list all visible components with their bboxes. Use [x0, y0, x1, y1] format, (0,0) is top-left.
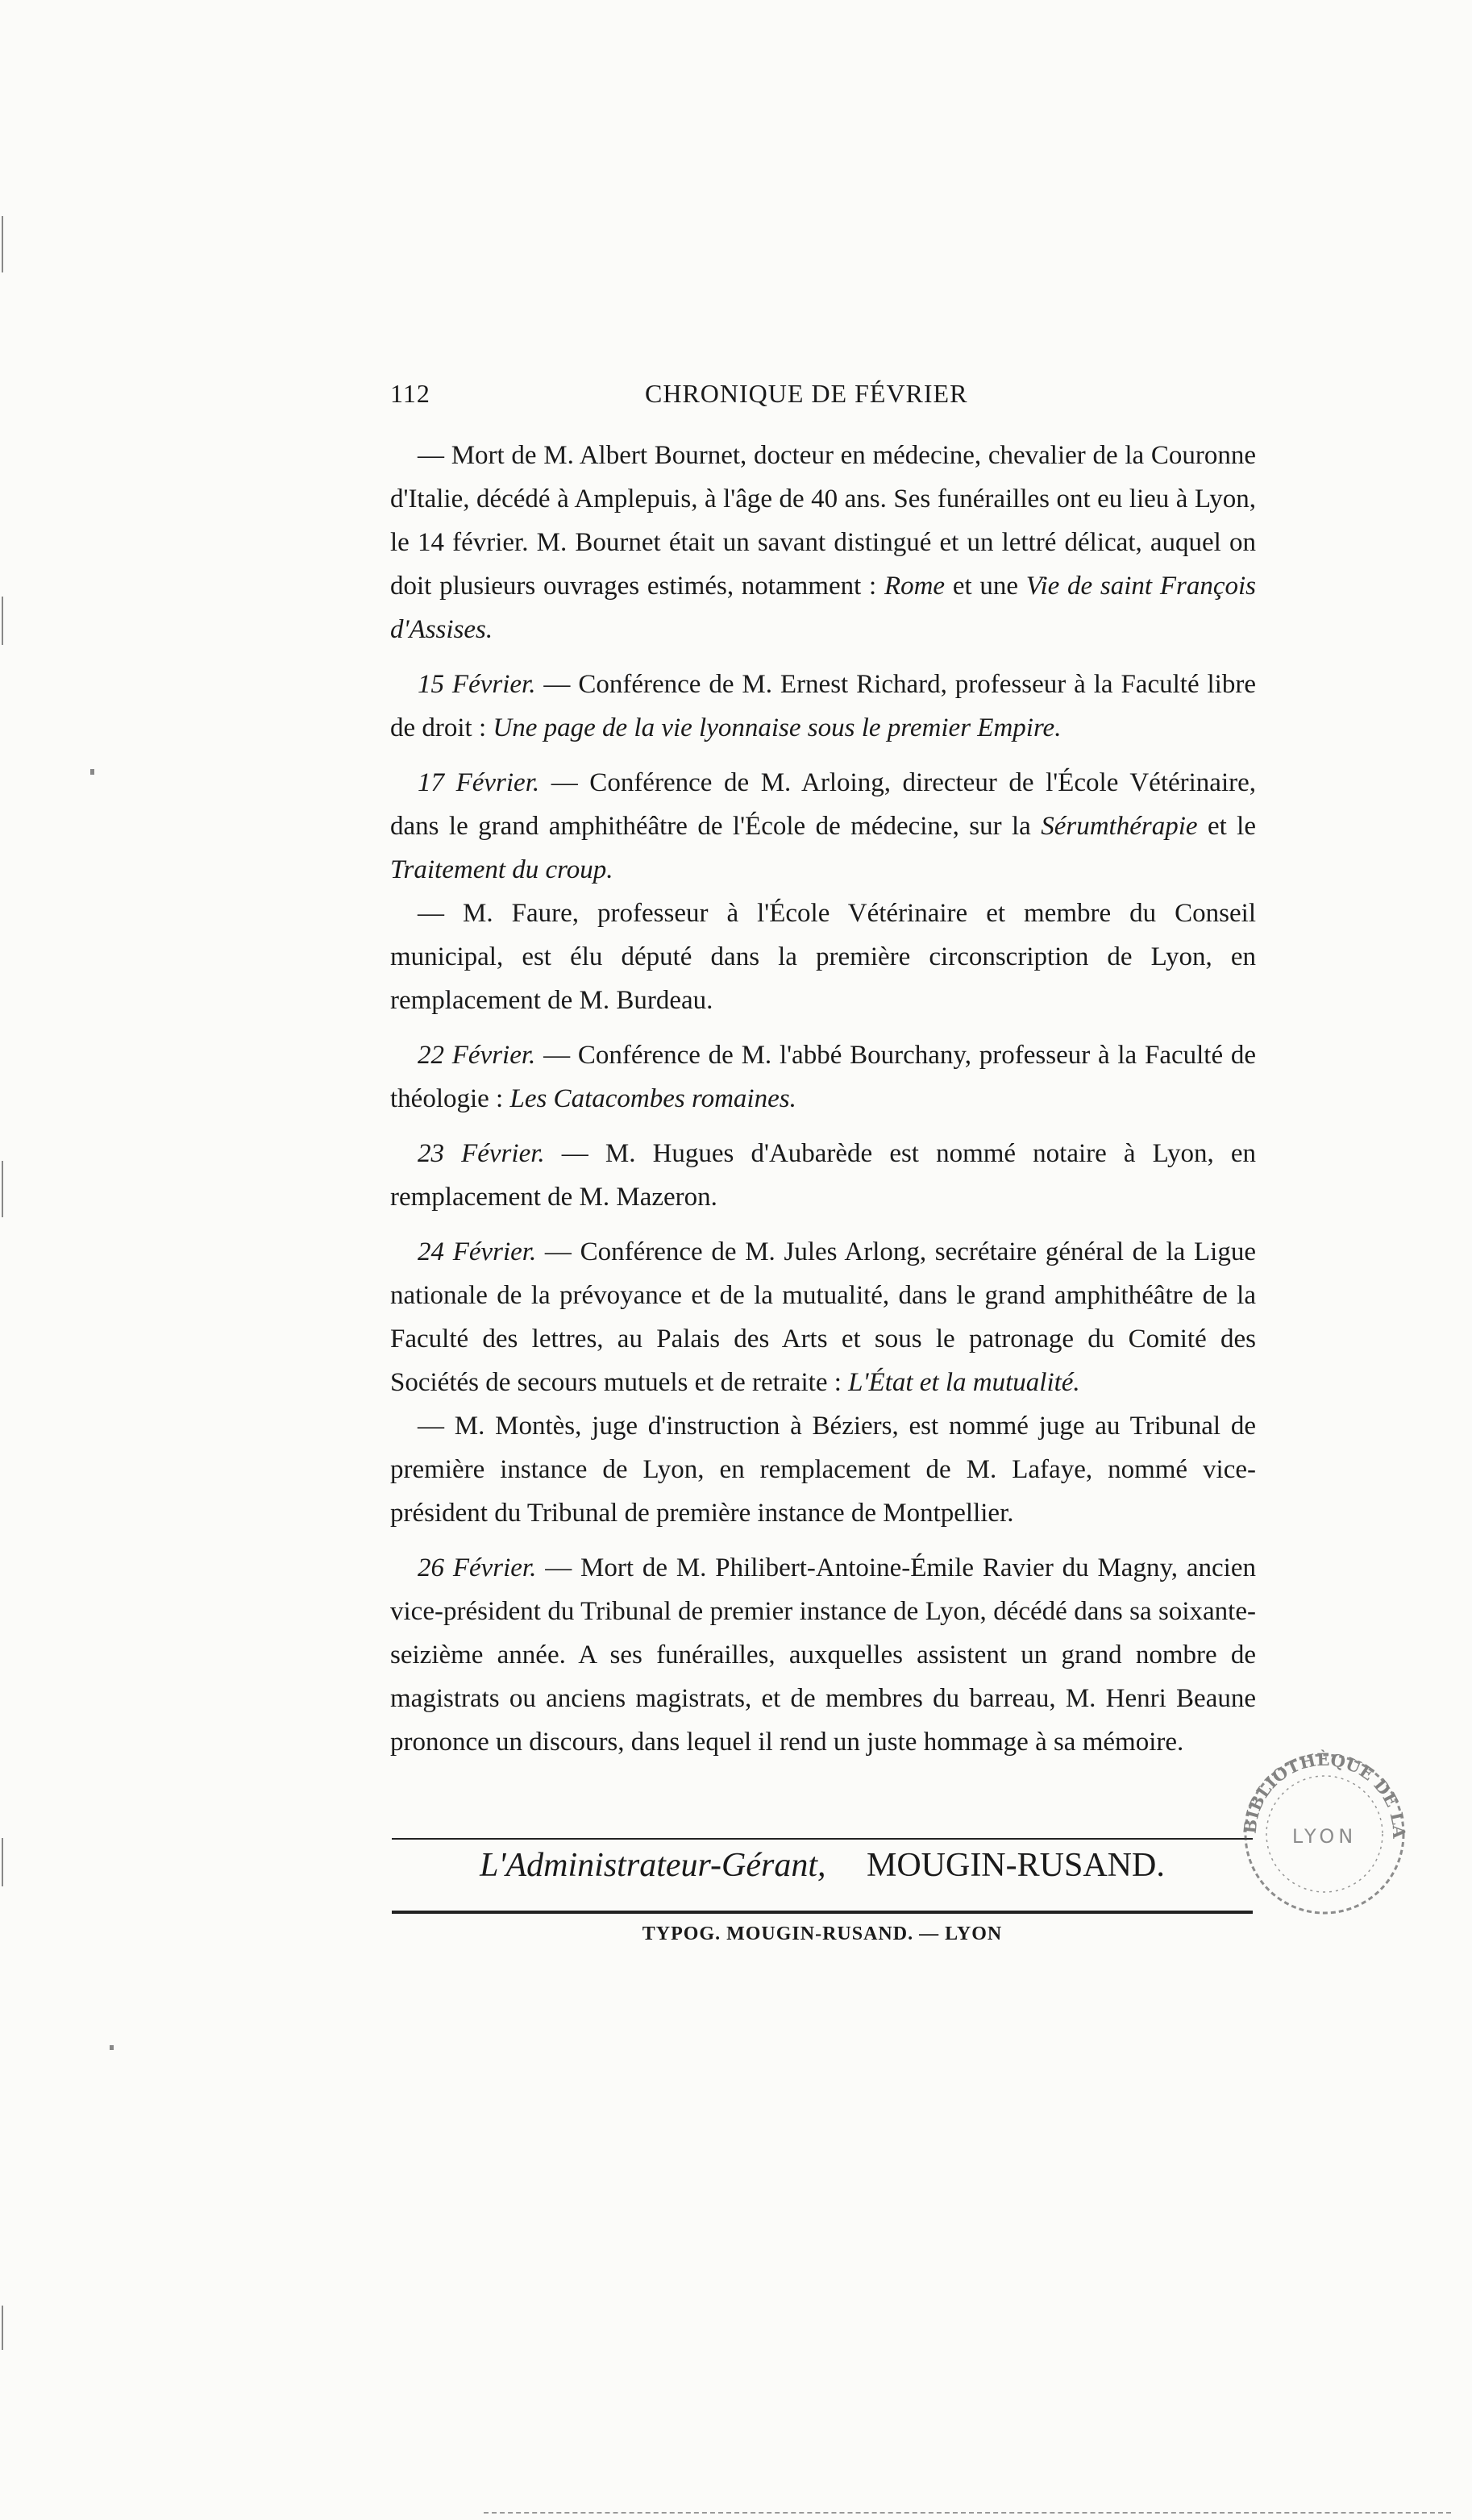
signature-name: MOUGIN-RUSAND. — [866, 1847, 1165, 1884]
paragraph: 23 Février. — M. Hugues d'Aubarède est nommé notaire à Lyon, en remplacement de M. Mazeron. — [390, 1139, 1256, 1212]
margin-dot — [90, 769, 94, 775]
margin-mark — [2, 1838, 3, 1886]
paragraph: 17 Février. — Conférence de M. Arloing, directeur de l'École Vétérinaire, dans le grand amphithéâtre de l'École de médecine, sur la Sérumthérapie et le Traitement du croup. — [390, 768, 1256, 884]
bottom-edge-marks — [484, 2512, 1451, 2514]
paragraph: 26 Février. — Mort de M. Philibert-Antoine-Émile Ravier du Magny, ancien vice-président du Tribunal de premier instance de Lyon, décédé dans sa soixante-seizième année. A ses funérailles, auxquelles assistent un grand nombre de magistrats ou anciens magistrats, et de membres du barreau, M. Henri Beaune prononce un discours, dans lequel il rend un juste hommage à sa mémoire. — [390, 1553, 1256, 1757]
entry-date: 24 Février. — [418, 1237, 537, 1266]
paragraph: 15 Février. — Conférence de M. Ernest Richard, professeur à la Faculté libre de droit : Une page de la vie lyonnaise sous le premier Empire. — [390, 670, 1256, 742]
printer-imprint: TYPOG. MOUGIN-RUSAND. — LYON — [642, 1923, 1003, 1944]
page-header — [390, 379, 1256, 419]
margin-mark — [2, 1161, 3, 1217]
paragraph: 24 Février. — Conférence de M. Jules Arlong, secrétaire général de la Ligue nationale de la prévoyance et de la mutualité, dans le grand amphithéâtre de la Faculté des lettres, au Palais des Arts et sous le patronage du Comité des Sociétés de secours mutuels et de retraite : L'État et la mutualité. — [390, 1237, 1256, 1397]
library-stamp-icon — [1233, 1733, 1411, 1919]
bottom-rule — [392, 1911, 1253, 1914]
page-number: 112 — [390, 379, 430, 408]
entry-date: 23 Février. — [418, 1139, 545, 1168]
signature-title: L'Administrateur-Gérant, — [480, 1847, 826, 1884]
paragraph: — M. Faure, professeur à l'École Vétérinaire et membre du Conseil municipal, est élu député dans la première circonscription de Lyon, en remplacement de M. Burdeau. — [390, 899, 1256, 1015]
paragraph: — M. Montès, juge d'instruction à Béziers, est nommé juge au Tribunal de première instance de Lyon, en remplacement de M. Lafaye, nommé vice-président du Tribunal de première instance de Montpellier. — [390, 1412, 1256, 1528]
paragraph: 22 Février. — Conférence de M. l'abbé Bourchany, professeur à la Faculté de théologie : Les Catacombes romaines. — [390, 1041, 1257, 1113]
signature-line — [392, 1846, 1253, 1902]
entry-date: 26 Février. — [418, 1553, 537, 1582]
chronicle-body — [390, 434, 1256, 1764]
margin-mark — [2, 216, 3, 272]
paragraph: — Mort de M. Albert Bournet, docteur en médecine, chevalier de la Couronne d'Italie, décédé à Amplepuis, à l'âge de 40 ans. Ses funérailles ont eu lieu à Lyon, le 14 février. M. Bournet était un savant distingué et un lettré délicat, auquel on doit plusieurs ouvrages estimés, notamment : Rome et une Vie de saint François d'Assises. — [390, 441, 1256, 644]
stamp-graphic — [1233, 1733, 1411, 1919]
margin-mark — [2, 2306, 3, 2350]
stamp-city: LYON — [1291, 1825, 1358, 1848]
margin-mark — [2, 597, 3, 645]
entry-date: 15 Février. — [418, 670, 536, 699]
entry-date: 17 Février. — [418, 768, 540, 797]
top-rule — [392, 1838, 1253, 1840]
running-title: CHRONIQUE DE FÉVRIER — [645, 379, 968, 408]
stamp-text: BIBLIOTHÈQUE DE LA — [1239, 1749, 1410, 1839]
entry-date: 22 Février. — [418, 1041, 536, 1070]
margin-dot — [110, 2045, 114, 2050]
